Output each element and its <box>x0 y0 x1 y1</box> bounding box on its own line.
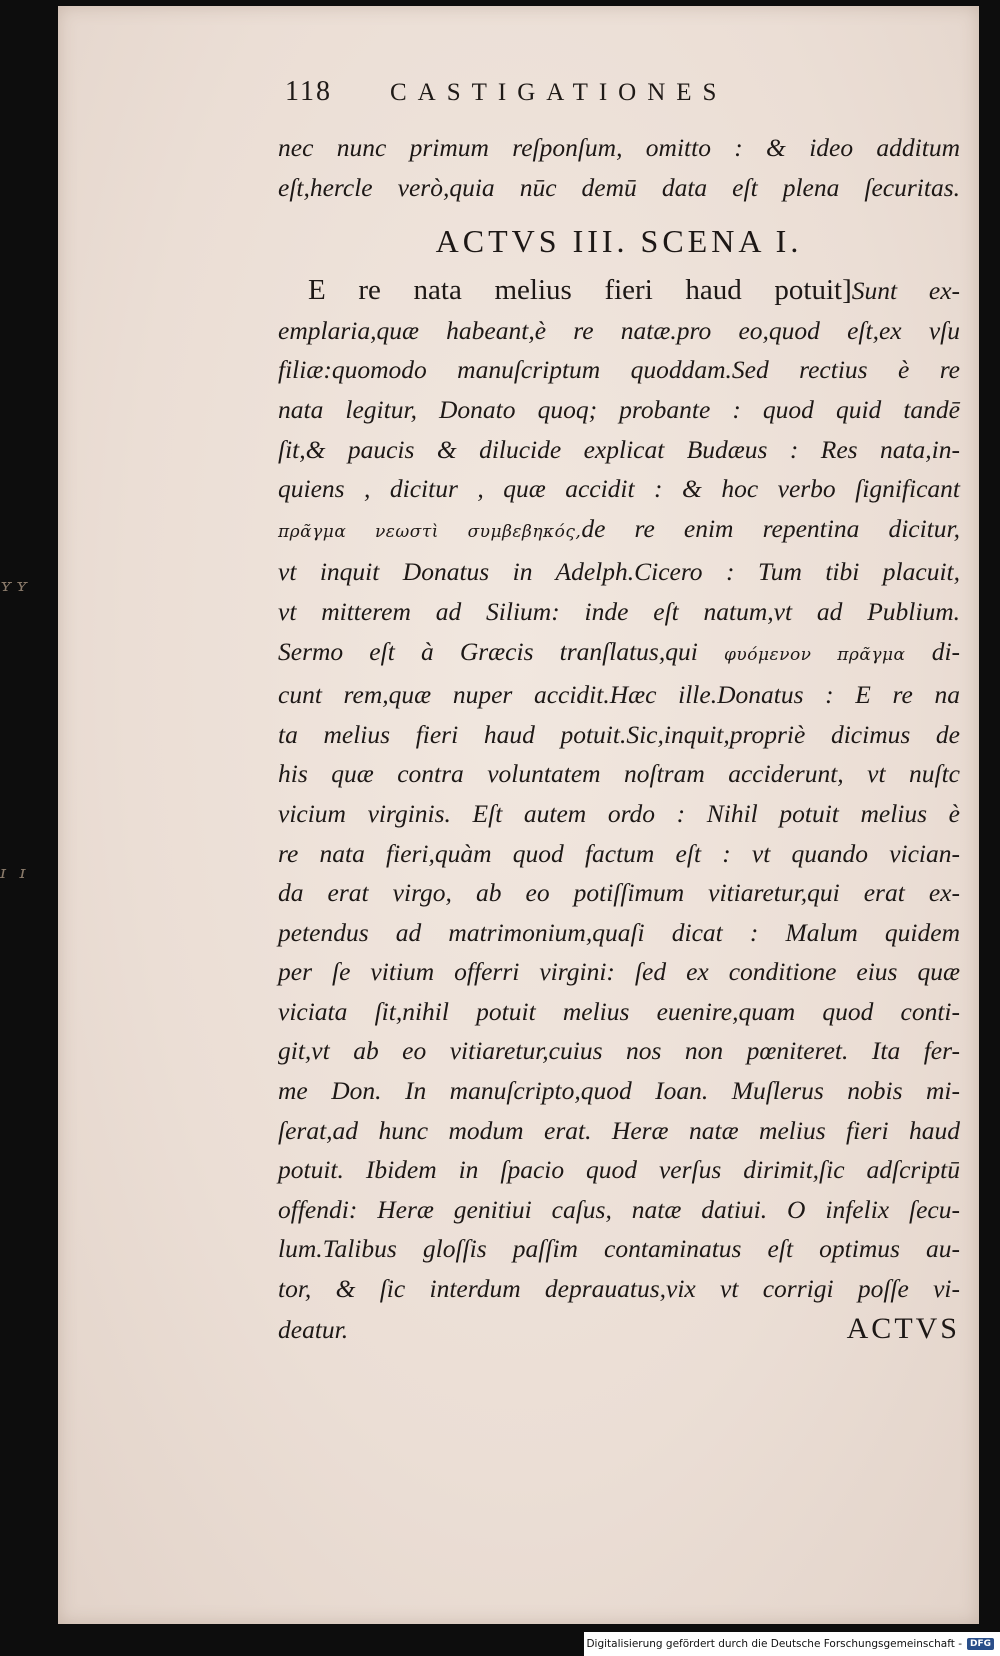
text-span: di- <box>931 636 961 666</box>
text-line: vicium virginis. Eſt autem ordo : Nihil potuit melius è <box>278 798 960 828</box>
text-span: Sunt ex- <box>851 276 961 306</box>
catchword: ACTVS <box>846 1311 960 1345</box>
text-line: nata legitur, Donato quoq; probante : quod quid tandē <box>278 394 960 424</box>
text-line: vt mitterem ad Silium: inde eſt natum,vt ad Publium. <box>278 596 960 626</box>
text-line: lum.Talibus gloſſis paſſim contaminatus eſt optimus au- <box>278 1234 960 1264</box>
running-head <box>285 76 875 108</box>
text-line: potuit. Ibidem in ſpacio quod verſus dirimit,ſic adſcriptū <box>278 1155 960 1185</box>
text-span: Sermo eſt à Græcis tranſlatus,qui <box>278 636 698 666</box>
text-line: cunt rem,quæ nuper accidit.Hæc ille.Donatus : E re na <box>278 680 960 710</box>
text-line: offendi: Heræ genitiui caſus, natæ datiui. O infelix ſecu- <box>278 1194 960 1224</box>
text-line: re nata fieri,quàm quod factum eſt : vt quando vician- <box>278 838 960 868</box>
text-line: eſt,hercle verò,quia nūc demū data eſt plena ſecuritas. <box>278 172 960 202</box>
text-line: ta melius fieri haud potuit.Sic,inquit,propriè dicimus de <box>278 719 960 749</box>
digitization-credit: Digitalisierung gefördert durch die Deutsche Forschungsgemeinschaft - <box>586 1638 962 1650</box>
dfg-logo-icon: DFG <box>967 1638 994 1650</box>
text-line: emplaria,quæ habeant,è re natæ.pro eo,quod eſt,ex vſu <box>278 315 960 345</box>
margin-mark-upper: ʏʏ <box>0 575 32 596</box>
final-line <box>278 1309 960 1350</box>
text-line: me Don. In manuſcripto,quod Ioan. Muſlerus nobis mi- <box>278 1076 960 1106</box>
text-span: de re enim repentina dicitur, <box>581 513 960 543</box>
greek-phrase: πρᾶγμα νεωστὶ συμβεβηκός, <box>278 521 582 542</box>
text-line-greek <box>278 632 960 676</box>
text-line: ſerat,ad hunc modum erat. Heræ natæ melius fieri haud <box>278 1115 960 1145</box>
text-span: deatur. <box>278 1314 349 1344</box>
digitization-credit-bar <box>584 1632 1000 1656</box>
text-line: nec nunc primum reſponſum, omitto : & ideo additum <box>278 133 960 162</box>
text-line: per ſe vitium offerri virgini: ſed ex conditione eius quæ <box>278 957 960 987</box>
greek-phrase: φυόμενον πρᾶγμα <box>723 644 906 665</box>
text-line: viciata ſit,nihil potuit melius euenire,quam quod conti- <box>278 996 960 1026</box>
text-line: vt inquit Donatus in Adelph.Cicero : Tum tibi placuit, <box>278 557 960 587</box>
lemma-line <box>278 271 960 311</box>
act-scene-heading: ACTVS III. SCENA I. <box>435 223 803 260</box>
running-title: CASTIGATIONES <box>390 79 728 106</box>
lemma: E re nata melius fieri haud potuit] <box>308 274 852 307</box>
text-line: petendus ad matrimonium,quaſi dicat : Malum quidem <box>278 917 960 947</box>
text-line-greek <box>278 509 960 553</box>
body-text <box>278 128 960 1349</box>
text-line: ſit,& paucis & dilucide explicat Budæus : Res nata,in- <box>278 434 960 464</box>
text-line: his quæ contra voluntatem noſtram acciderunt, vt nuſtc <box>278 759 960 789</box>
text-line: tor, & ſic interdum deprauatus,vix vt corrigi poſſe vi- <box>278 1274 960 1304</box>
text-line: quiens , dicitur , quæ accidit : & hoc verbo ſignificant <box>278 474 960 504</box>
margin-mark-lower: ɪ ɪ <box>0 862 30 883</box>
text-line: filiæ:quomodo manuſcriptum quoddam.Sed rectius è re <box>278 355 960 385</box>
text-line: da erat virgo, ab eo potiſſimum vitiaretur,qui erat ex- <box>278 878 960 908</box>
page-number: 118 <box>285 76 332 107</box>
text-line: git,vt ab eo vitiaretur,cuius nos non pœniteret. Ita fer- <box>278 1036 960 1066</box>
